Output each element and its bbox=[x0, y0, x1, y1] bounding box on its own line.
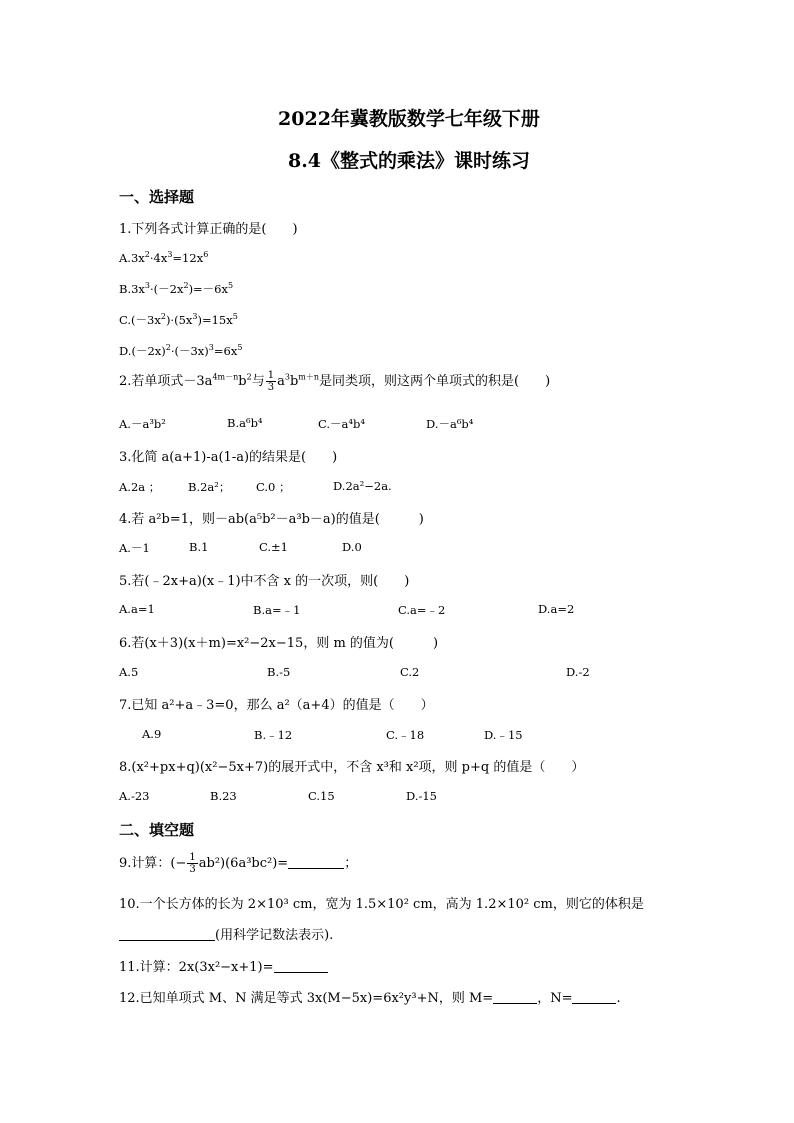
answer-blank[interactable] bbox=[274, 960, 328, 973]
question-4-option-c: C.±1 bbox=[259, 540, 288, 554]
question-1-option-c: $C.(-3x^2)\cdot(5x^3)=15x^5$ bbox=[119, 312, 238, 327]
question-9: 9.计算：(− $\frac{1}{3}$ ab²)(6a³bc²)= ； bbox=[119, 852, 358, 875]
question-12: 12.已知单项式 M、N 满足等式 3x(M−5x)=6x²y³+N，则 M= ，N= . bbox=[119, 991, 621, 1006]
question-8-stem: 8.(x²+px+q)(x²−5x+7)的展开式中，不含 x³和 x²项，则 p+q 的值是（ ） bbox=[119, 760, 585, 775]
question-5-stem: 5.若(﹣2x+a)(x﹣1)中不含 x 的一次项，则( ) bbox=[119, 574, 410, 589]
question-6-option-b: B.-5 bbox=[267, 665, 291, 679]
question-8-option-a: A.-23 bbox=[119, 789, 150, 803]
question-1-option-d: $D.(-2x)^2\cdot(-3x)^3=6x^5$ bbox=[119, 343, 243, 358]
section-multiple-choice: 一、选择题 bbox=[119, 188, 195, 206]
question-7-option-b: B.﹣12 bbox=[254, 728, 293, 742]
answer-blank-n[interactable] bbox=[572, 991, 616, 1004]
page-subtitle: 8.4《整式的乘法》课时练习 bbox=[287, 150, 531, 172]
question-8-option-c: C.15 bbox=[308, 789, 335, 803]
fraction-one-third: $\frac{1}{3}$ bbox=[267, 370, 275, 393]
question-8-option-d: D.-15 bbox=[406, 789, 437, 803]
question-3-stem: 3.化简 a(a+1)-a(1-a)的结果是( ) bbox=[119, 450, 338, 465]
question-10-line-2: (用科学记数法表示). bbox=[119, 924, 333, 943]
answer-blank[interactable] bbox=[288, 856, 344, 869]
question-6-option-d: D.-2 bbox=[566, 665, 590, 679]
question-2-stem: 2.若单项式$-3a^{4m-n}b^2$与 $\frac{1}{3}$ $a^3b^{m+n}$是同类项，则这两个单项式的积是( ) bbox=[119, 370, 551, 393]
question-6-option-c: C.2 bbox=[400, 665, 420, 679]
question-3-option-d: D.2a²−2a. bbox=[333, 479, 392, 493]
question-1-option-b: $B.3x^3\cdot(-2x^2)=-6x^5$ bbox=[119, 281, 234, 296]
question-1-option-a: $A.3x^2\cdot 4x^3=12x^6$ bbox=[119, 250, 209, 265]
question-5-option-a: A.a=1 bbox=[119, 602, 155, 616]
question-10-line-1: 10.一个长方体的长为 2×10³ cm，宽为 1.5×10² cm，高为 1.2×10² cm，则它的体积是 bbox=[119, 897, 644, 912]
question-4-option-a: A.－1 bbox=[119, 541, 150, 555]
question-6-option-a: A.5 bbox=[119, 665, 139, 679]
question-8-option-b: B.23 bbox=[210, 789, 237, 803]
question-4-stem: 4.若 a²b=1，则－ab(a⁵b²－a³b－a)的值是( ) bbox=[119, 512, 424, 527]
question-1-stem: 1.下列各式计算正确的是( ) bbox=[119, 222, 298, 237]
answer-blank-m[interactable] bbox=[493, 991, 537, 1004]
question-4-option-b: B.1 bbox=[189, 540, 209, 554]
question-2-option-a: A.－a³b² bbox=[119, 417, 166, 431]
question-2-option-d: D.－a⁶b⁴ bbox=[426, 417, 474, 431]
question-2-option-c: C.－a⁴b⁴ bbox=[318, 417, 365, 431]
question-5-option-b: B.a=﹣1 bbox=[253, 603, 301, 617]
question-5-option-c: C.a=﹣2 bbox=[398, 603, 446, 617]
question-7-option-c: C.﹣18 bbox=[386, 728, 425, 742]
question-7-stem: 7.已知 a²+a﹣3=0，那么 a²（a+4）的值是（ ） bbox=[119, 698, 434, 713]
question-5-option-d: D.a=2 bbox=[538, 602, 575, 616]
question-11: 11.计算：2x(3x²−x+1)= bbox=[119, 956, 328, 975]
section-fill-in-blank: 二、填空题 bbox=[119, 821, 195, 839]
question-6-stem: 6.若(x＋3)(x＋m)=x²−2x−15，则 m 的值为( ) bbox=[119, 636, 439, 651]
question-4-option-d: D.0 bbox=[342, 540, 362, 554]
question-3-option-c: C.0 ； bbox=[256, 480, 291, 494]
question-3-option-b: B.2a²； bbox=[188, 480, 231, 494]
question-3-option-a: A.2a ； bbox=[119, 480, 161, 494]
question-2-option-b: B.a⁶b⁴ bbox=[227, 416, 263, 430]
answer-blank[interactable] bbox=[119, 928, 215, 941]
question-7-option-d: D.﹣15 bbox=[484, 728, 523, 742]
page-title: 2022年冀教版数学七年级下册 bbox=[278, 108, 540, 130]
question-7-option-a: A.9 bbox=[142, 727, 162, 741]
fraction-one-third: $\frac{1}{3}$ bbox=[189, 852, 196, 875]
